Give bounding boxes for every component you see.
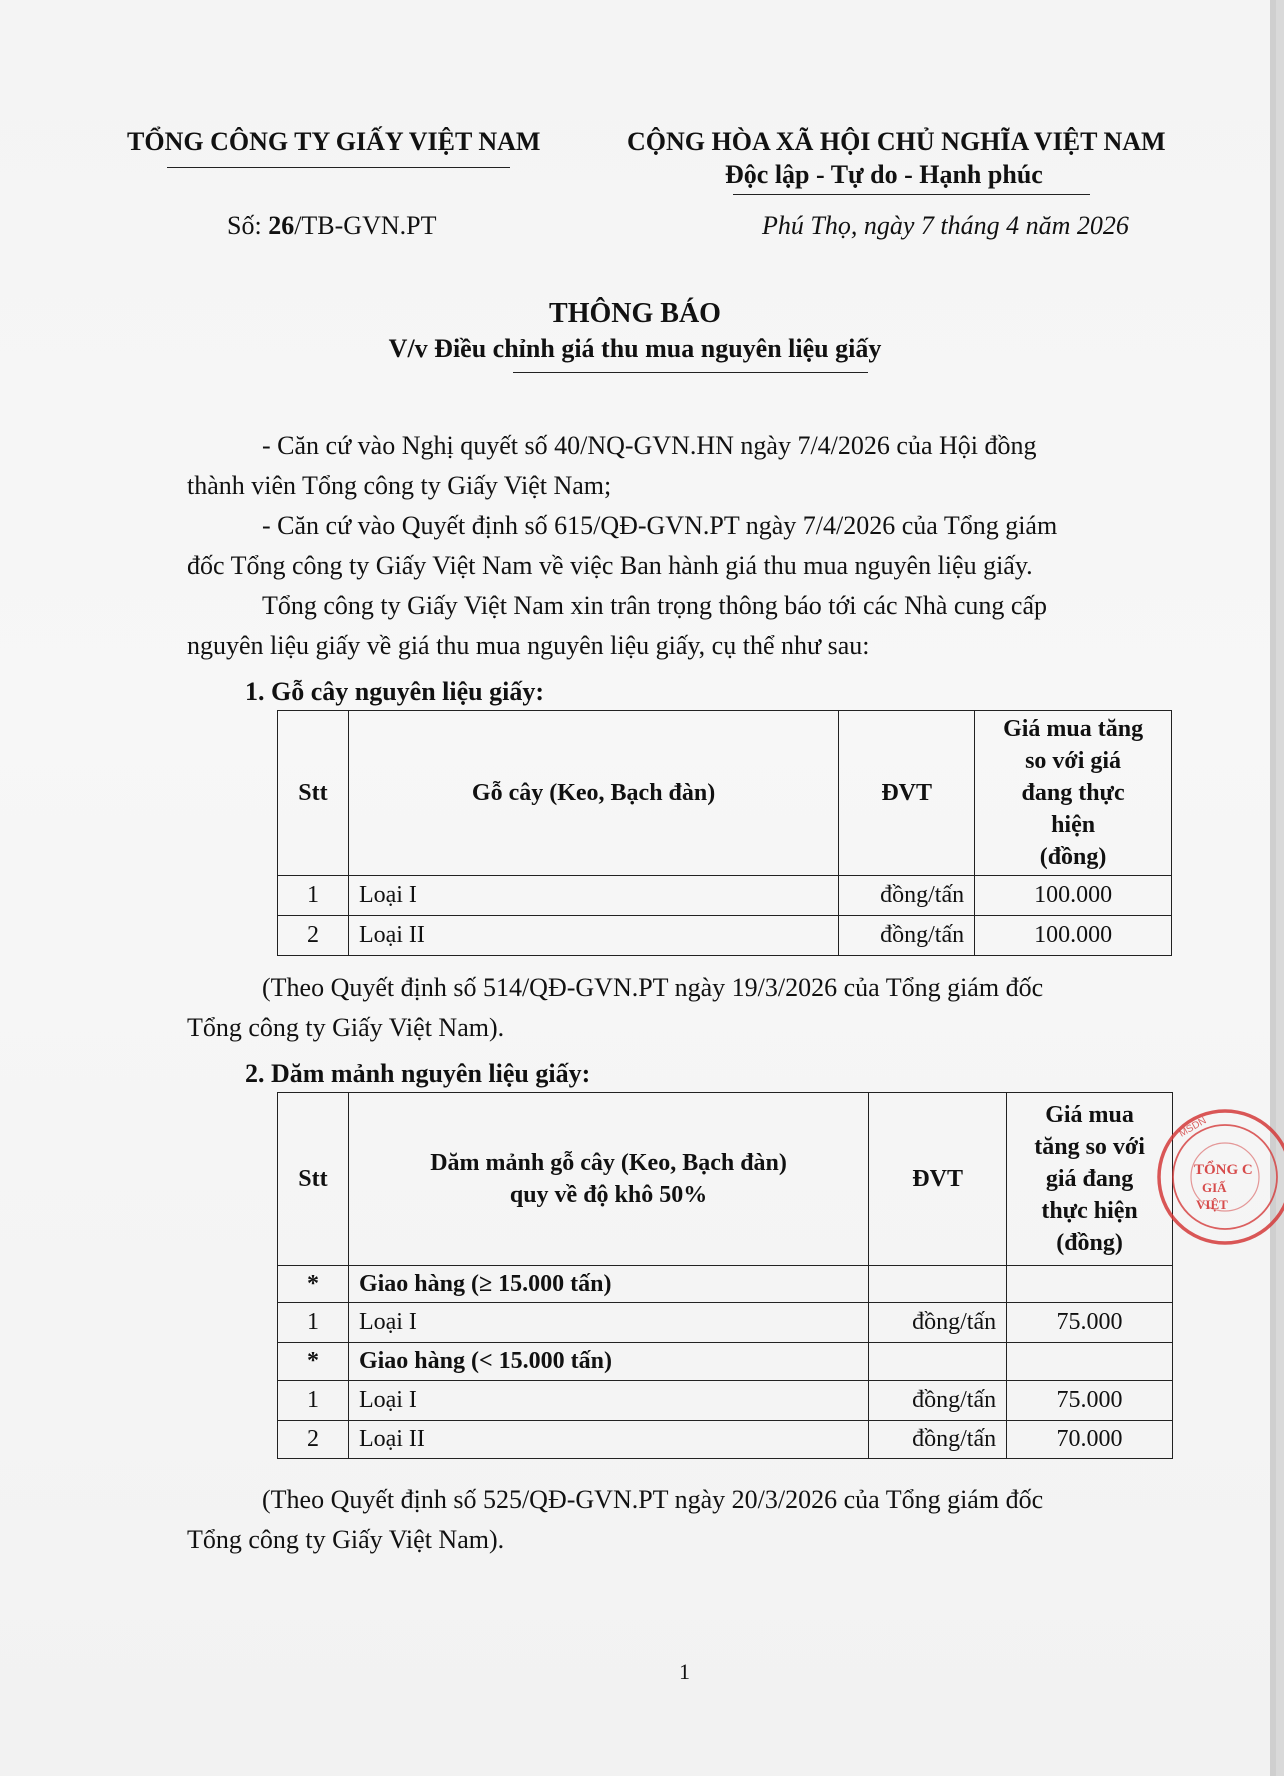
section-2-note-line-1: (Theo Quyết định số 525/QĐ-GVN.PT ngày 20/3/2026 của Tổng giám đốc <box>262 1485 1044 1514</box>
table-row <box>278 876 1172 916</box>
cell-stt: 1 <box>278 1381 349 1421</box>
table-header-row <box>278 1093 1173 1266</box>
subject-underline <box>513 372 868 373</box>
table-header-row <box>278 711 1172 876</box>
column-header-stt: Stt <box>278 1093 349 1266</box>
company-seal-stamp <box>1150 1102 1284 1252</box>
price-header-line: hiện <box>1051 812 1096 838</box>
empty-cell <box>869 1343 1007 1381</box>
document-subject: V/v Điều chỉnh giá thu mua nguyên liệu giấy <box>388 334 882 363</box>
table-row <box>278 1381 1173 1421</box>
cell-item: Loại I <box>348 1381 868 1421</box>
cell-stt: 1 <box>278 876 349 916</box>
reference-number <box>227 211 436 241</box>
cell-item: Loại I <box>348 876 838 916</box>
cell-stt: 2 <box>278 916 349 956</box>
organization-name: TỔNG CÔNG TY GIẤY VIỆT NAM <box>127 127 541 156</box>
country-name: CỘNG HÒA XÃ HỘI CHỦ NGHĨA VIỆT NAM <box>627 127 1166 156</box>
ref-suffix: /TB-GVN.PT <box>294 211 437 240</box>
cell-stt: 1 <box>278 1303 349 1343</box>
section-1-note-line-1: (Theo Quyết định số 514/QĐ-GVN.PT ngày 19/3/2026 của Tổng giám đốc <box>262 973 1044 1002</box>
svg-text:TỔNG C: TỔNG C <box>1194 1162 1253 1178</box>
document-title: THÔNG BÁO <box>549 298 721 329</box>
cell-price: 70.000 <box>1007 1421 1173 1459</box>
item-header-line: quy về độ khô 50% <box>509 1182 708 1208</box>
page-number: 1 <box>679 1659 690 1684</box>
paragraph-intro-line-2: nguyên liệu giấy về giá thu mua nguyên liệu giấy, cụ thể như sau: <box>187 631 870 660</box>
section-2-heading: 2. Dăm mảnh nguyên liệu giấy: <box>245 1059 591 1088</box>
table-row <box>278 1303 1173 1343</box>
paragraph-basis-1-line-2: thành viên Tổng công ty Giấy Việt Nam; <box>187 471 612 500</box>
paragraph-basis-2-line-2: đốc Tổng công ty Giấy Việt Nam về việc Ban hành giá thu mua nguyên liệu giấy. <box>187 551 1033 580</box>
table-row <box>278 916 1172 956</box>
price-header-line: giá đang <box>1045 1166 1134 1192</box>
empty-cell <box>1007 1343 1173 1381</box>
cell-price: 100.000 <box>975 916 1172 956</box>
ref-number: 26 <box>268 211 295 240</box>
cell-price: 75.000 <box>1007 1381 1173 1421</box>
place-date: Phú Thọ, ngày 7 tháng 4 năm 2026 <box>762 211 1129 240</box>
motto-underline <box>733 194 1090 195</box>
org-underline <box>167 167 510 168</box>
price-header-line: đang thực <box>1021 780 1125 806</box>
column-header-unit: ĐVT <box>839 711 975 876</box>
svg-text:VIỆT: VIỆT <box>1196 1197 1228 1212</box>
group-label: Giao hàng (≥ 15.000 tấn) <box>348 1266 868 1303</box>
group-row <box>278 1266 1173 1303</box>
section-1-heading: 1. Gỗ cây nguyên liệu giấy: <box>245 677 545 706</box>
price-header-line: so với giá <box>1025 748 1122 774</box>
price-header-line: thực hiện <box>1041 1198 1138 1224</box>
paragraph-intro-line-1: Tổng công ty Giấy Việt Nam xin trân trọng thông báo tới các Nhà cung cấp <box>262 591 1048 620</box>
price-header-line: (đồng) <box>1039 844 1107 870</box>
price-header-line: Giá mua tăng <box>1003 716 1144 742</box>
column-header-item <box>348 1093 868 1266</box>
wood-price-table <box>277 710 1172 956</box>
chip-price-table <box>277 1092 1173 1459</box>
price-header-line: tăng so với <box>1034 1134 1145 1160</box>
svg-text:GIẤ: GIẤ <box>1202 1180 1227 1195</box>
cell-item: Loại II <box>348 1421 868 1459</box>
cell-item: Loại I <box>348 1303 868 1343</box>
cell-price: 75.000 <box>1007 1303 1173 1343</box>
svg-text:MSDN: MSDN <box>1177 1115 1209 1140</box>
column-header-unit: ĐVT <box>869 1093 1007 1266</box>
empty-cell <box>869 1266 1007 1303</box>
column-header-price <box>1007 1093 1173 1266</box>
group-mark: * <box>278 1343 349 1381</box>
table-row <box>278 1421 1173 1459</box>
paragraph-basis-1-line-1: - Căn cứ vào Nghị quyết số 40/NQ-GVN.HN ngày 7/4/2026 của Hội đồng <box>262 431 1037 460</box>
cell-unit: đồng/tấn <box>839 876 975 916</box>
price-header-line: (đồng) <box>1056 1230 1123 1256</box>
cell-unit: đồng/tấn <box>869 1303 1007 1343</box>
cell-price: 100.000 <box>975 876 1172 916</box>
column-header-stt: Stt <box>278 711 349 876</box>
cell-unit: đồng/tấn <box>839 916 975 956</box>
group-label: Giao hàng (< 15.000 tấn) <box>348 1343 868 1381</box>
national-motto: Độc lập - Tự do - Hạnh phúc <box>725 160 1043 189</box>
cell-stt: 2 <box>278 1421 349 1459</box>
seal-icon <box>1150 1102 1284 1252</box>
section-1-note-line-2: Tổng công ty Giấy Việt Nam). <box>187 1013 505 1042</box>
price-header-line: Giá mua <box>1045 1102 1134 1128</box>
group-row <box>278 1343 1173 1381</box>
column-header-price <box>975 711 1172 876</box>
cell-unit: đồng/tấn <box>869 1381 1007 1421</box>
cell-item: Loại II <box>348 916 838 956</box>
empty-cell <box>1007 1266 1173 1303</box>
ref-prefix: Số: <box>227 211 269 240</box>
cell-unit: đồng/tấn <box>869 1421 1007 1459</box>
paragraph-basis-2-line-1: - Căn cứ vào Quyết định số 615/QĐ-GVN.PT ngày 7/4/2026 của Tổng giám <box>262 511 1058 540</box>
column-header-item: Gỗ cây (Keo, Bạch đàn) <box>348 711 838 876</box>
group-mark: * <box>278 1266 349 1303</box>
section-2-note-line-2: Tổng công ty Giấy Việt Nam). <box>187 1525 505 1554</box>
item-header-line: Dăm mảnh gỗ cây (Keo, Bạch đàn) <box>430 1150 787 1176</box>
